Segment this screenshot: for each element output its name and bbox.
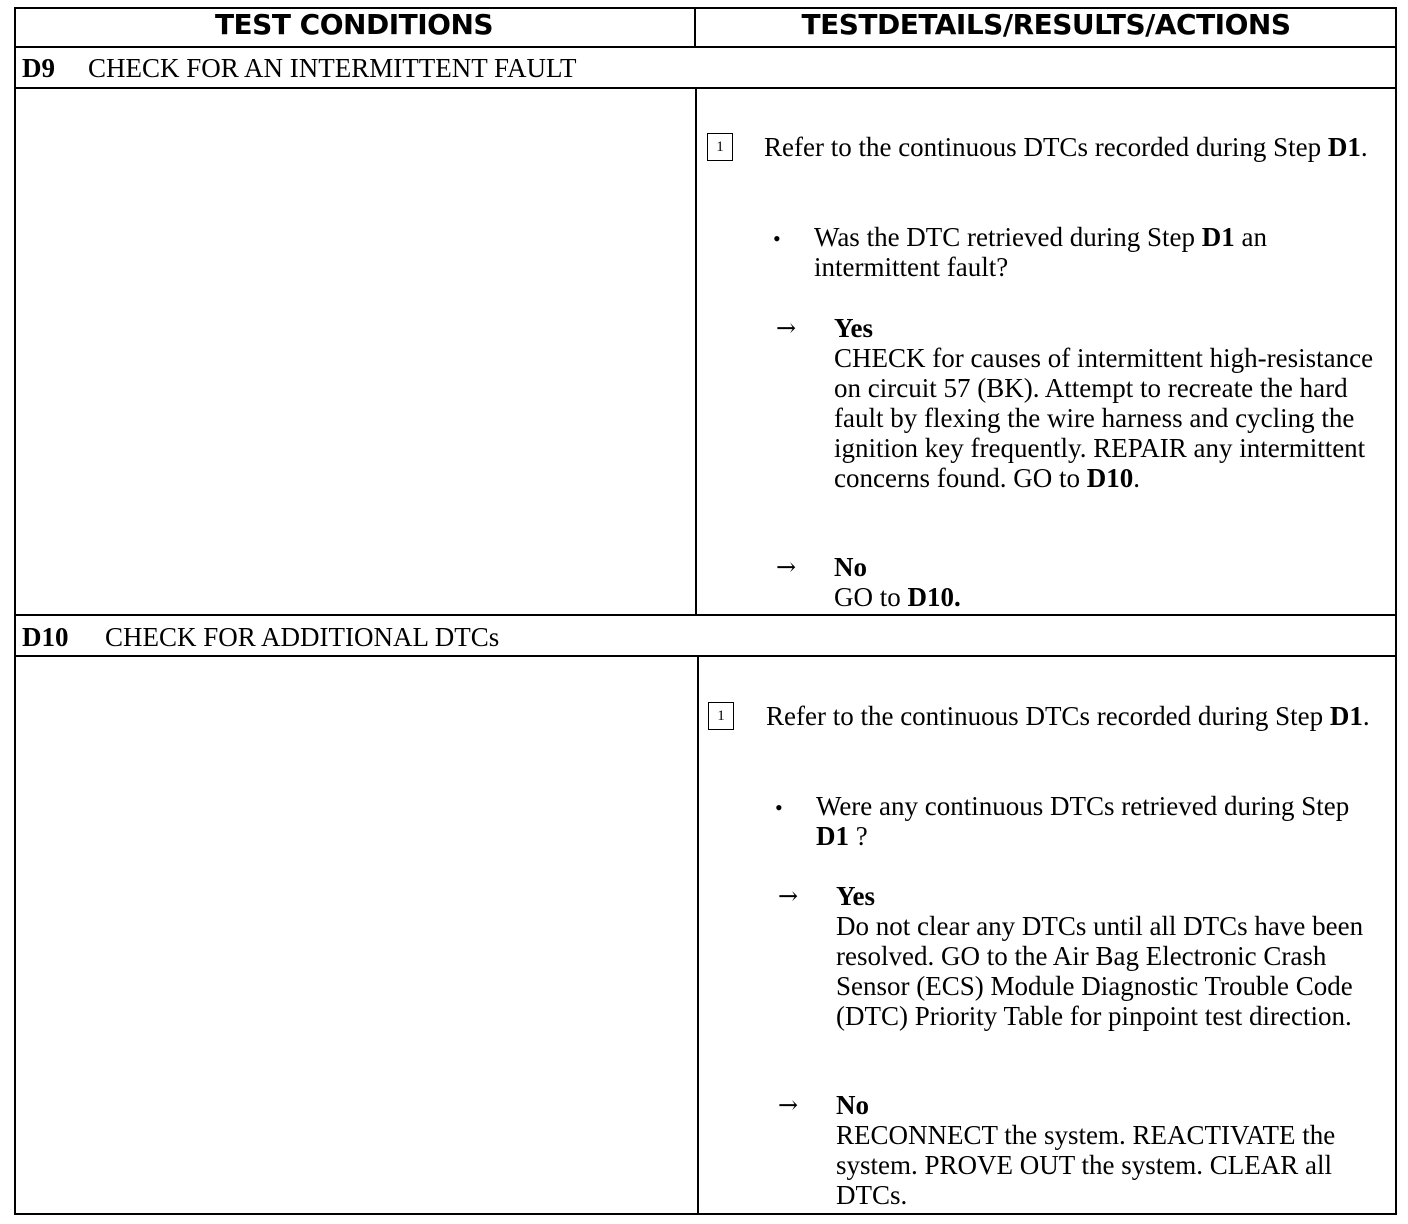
d9-step-number-box: 1 [707, 133, 733, 161]
d10-step-instruction: Refer to the continuous DTCs recorded during Step D1. [766, 701, 1370, 731]
d9-title-rule [14, 87, 1397, 89]
d9-no-text: GO to [834, 582, 908, 612]
d10-title-rule [14, 655, 1397, 657]
header-test-conditions: TEST CONDITIONS [214, 8, 494, 41]
d9-yes-arrow-icon: → [776, 314, 797, 342]
d9-no-label: No [834, 552, 867, 582]
d9-question-ref: D1 [1201, 222, 1235, 252]
d9-step-ref: D1 [1327, 132, 1361, 162]
d10-no-text: RECONNECT the system. REACTIVATE the system. PROVE OUT the system. CLEAR all DTCs. [836, 1120, 1336, 1210]
d9-question: Was the DTC retrieved during Step D1 an intermittent fault? [814, 222, 1267, 282]
d10-bullet-marker: • [775, 795, 783, 820]
section-d9-title: CHECK FOR AN INTERMITTENT FAULT [88, 53, 577, 83]
d9-end-rule [14, 614, 1397, 616]
header-rule [14, 46, 1397, 48]
d10-no-arrow-icon: → [778, 1091, 799, 1119]
d9-no-ref: D10 [907, 582, 954, 612]
d9-step-instruction: Refer to the continuous DTCs recorded during Step D1. [764, 132, 1368, 162]
section-d9-title-row [22, 53, 577, 84]
d10-yes-arrow-icon: → [778, 882, 799, 910]
d10-step-number-box: 1 [708, 702, 734, 730]
header-test-details: TESTDETAILS/RESULTS/ACTIONS [801, 8, 1291, 41]
d10-yes-label: Yes [836, 881, 875, 911]
d10-question: Were any continuous DTCs retrieved during Step D1 ? [816, 791, 1350, 851]
d9-yes-ref: D10 [1086, 463, 1134, 493]
section-d10-title-row [22, 622, 499, 653]
d9-no-arrow-icon: → [776, 553, 797, 581]
section-d10-number: D10 [22, 622, 69, 652]
d10-step-ref: D1 [1329, 701, 1363, 731]
d9-yes-block: Yes CHECK for causes of intermittent high-resistance on circuit 57 (BK). Attempt to recreate the hard fault by flexing the wire harness and cycling the ignition key frequently. REPAIR any intermittent concerns found. GO to D10. [834, 313, 1379, 493]
d10-yes-text: Do not clear any DTCs until all DTCs have been resolved. GO to the Air Bag Electronic Crash Sensor (ECS) Module Diagnostic Trouble Code (DTC) Priority Table for pinpoint test direction. [836, 911, 1364, 1031]
d9-no-block: No GO to D10. [834, 552, 1379, 612]
d9-column-divider [695, 88, 697, 616]
d9-yes-text: CHECK for causes of intermittent high-resistance on circuit 57 (BK). Attempt to recreate the hard fault by flexing the wire harness and cycling the ignition key frequently. REPAIR any intermittent concerns found. GO to [834, 343, 1374, 493]
d9-yes-label: Yes [834, 313, 873, 343]
section-d9-number: D9 [22, 53, 55, 83]
d10-no-block [836, 1090, 1381, 1210]
section-d10-title: CHECK FOR ADDITIONAL DTCs [105, 622, 500, 652]
d10-column-divider [697, 656, 699, 1215]
d9-bullet-marker: • [773, 226, 781, 251]
d10-no-label: No [836, 1090, 869, 1120]
d10-question-ref: D1 [816, 821, 849, 851]
d10-yes-block [836, 881, 1381, 1031]
